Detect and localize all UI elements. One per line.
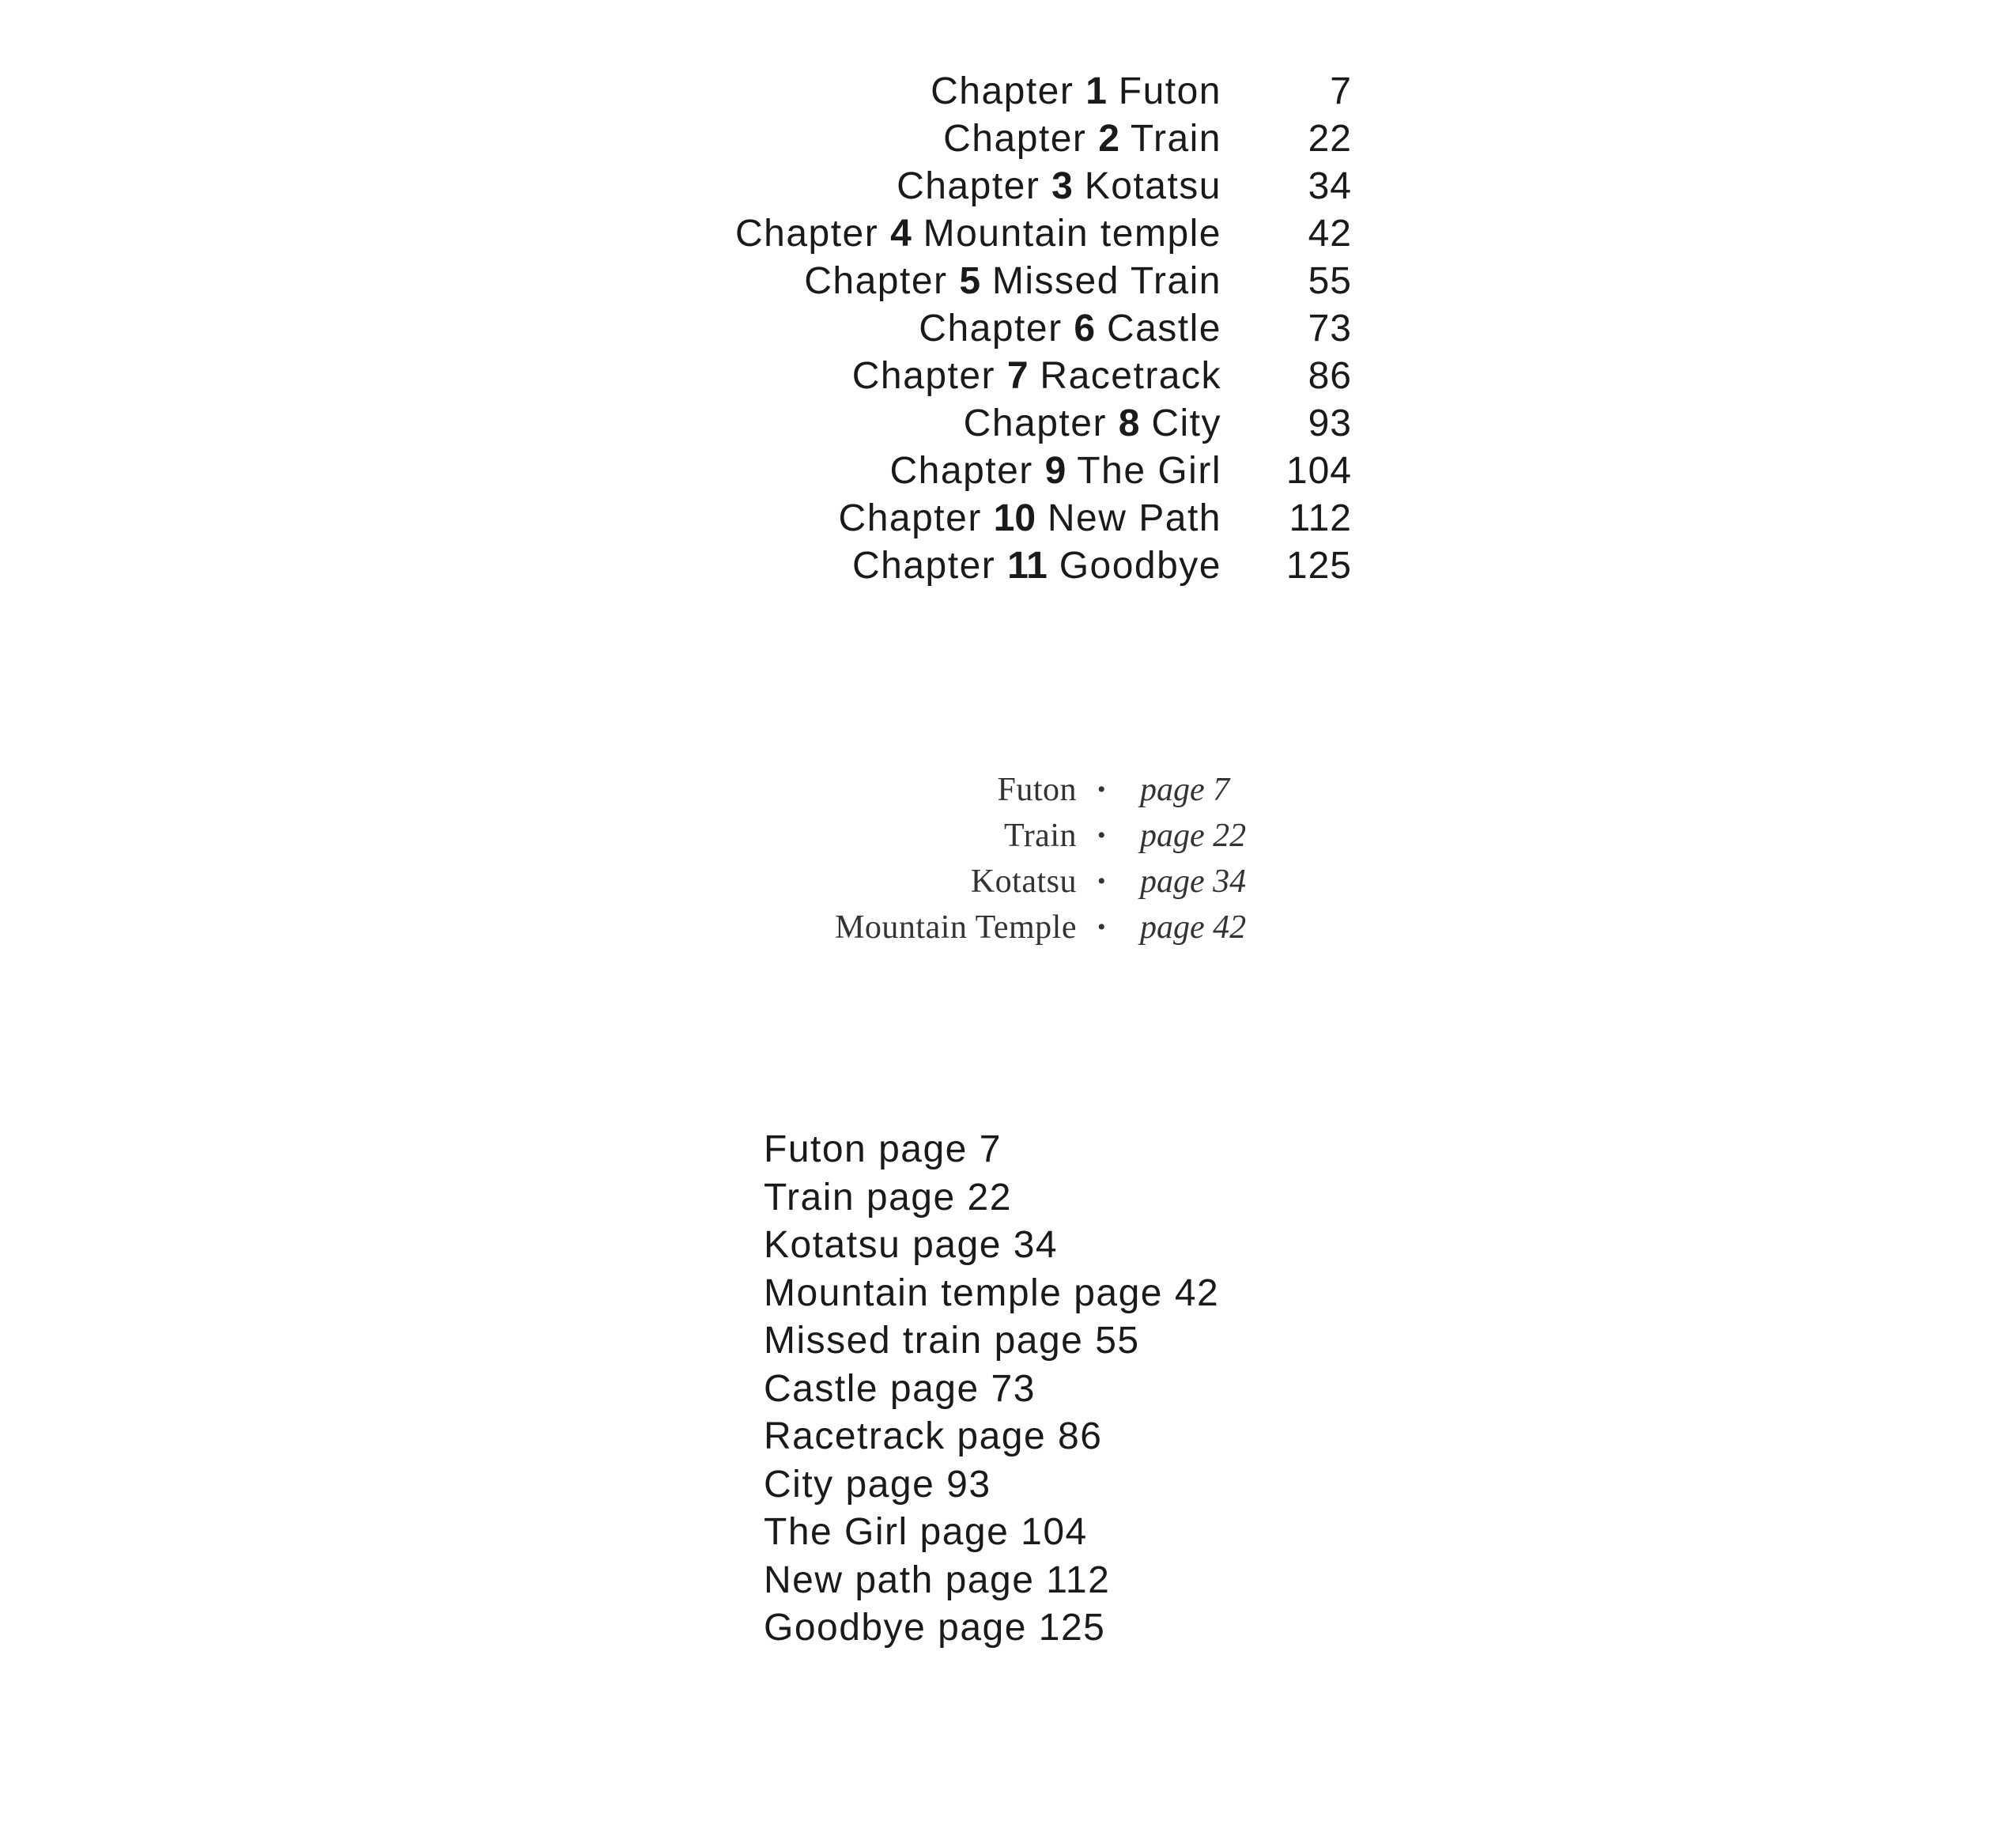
list-item: Train page 22 (764, 1176, 1012, 1218)
bullet-separator: • (1097, 776, 1106, 803)
page-number: 7 (1330, 70, 1352, 112)
chapter-prefix: Chapter (851, 545, 996, 587)
toc-entry (0, 859, 2016, 905)
chapter-title: Castle (1106, 308, 1221, 349)
chapter-prefix: Chapter (734, 213, 879, 255)
page-number: 125 (1285, 545, 1352, 587)
chapter-title: Train (1130, 118, 1221, 160)
page-number: 55 (1308, 260, 1352, 302)
toc-entry-title (931, 68, 1221, 115)
chapter-toc (0, 68, 2016, 590)
page-label: page 22 (1140, 818, 1247, 854)
entry-title: Mountain Temple (835, 909, 1077, 946)
simple-toc (764, 1126, 1219, 1653)
entry-title: Futon (997, 772, 1077, 808)
chapter-prefix: Chapter (943, 118, 1087, 160)
list-item: Kotatsu page 34 (764, 1224, 1059, 1266)
page-number: 22 (1308, 118, 1352, 160)
chapter-prefix: Chapter (963, 402, 1107, 444)
chapter-title: Racetrack (1040, 355, 1221, 397)
chapter-number: 8 (1118, 402, 1140, 444)
page-number: 42 (1308, 213, 1352, 255)
chapter-number: 10 (993, 497, 1036, 539)
list-item: Missed train page 55 (764, 1320, 1140, 1362)
toc-entry (0, 210, 2016, 258)
page-number: 86 (1308, 355, 1352, 397)
chapter-prefix: Chapter (897, 165, 1040, 207)
list-item: Castle page 73 (764, 1367, 1036, 1410)
entry-title: Kotatsu (970, 863, 1077, 900)
page-number: 34 (1308, 165, 1352, 207)
list-item: Goodbye page 125 (764, 1607, 1106, 1649)
chapter-title: Goodbye (1059, 545, 1221, 587)
page-number: 73 (1308, 308, 1352, 349)
chapter-title: Missed Train (991, 260, 1221, 302)
list-item: The Girl page 104 (764, 1511, 1088, 1553)
toc-entry (0, 495, 2016, 542)
page-number: 93 (1308, 402, 1352, 444)
toc-entry-title (897, 163, 1221, 210)
list-item: City page 93 (764, 1463, 991, 1506)
toc-entry (0, 305, 2016, 353)
chapter-number: 11 (1007, 545, 1048, 587)
bullet-separator: • (1097, 868, 1106, 894)
toc-entry (0, 163, 2016, 210)
chapter-number: 2 (1098, 118, 1119, 160)
chapter-title: Futon (1118, 70, 1221, 112)
toc-entry-title (890, 448, 1221, 495)
toc-entry (0, 767, 2016, 813)
toc-entry-title (964, 400, 1221, 448)
bullet-separator: • (1097, 822, 1106, 848)
chapter-prefix: Chapter (838, 497, 982, 539)
toc-entry-title (852, 353, 1221, 400)
page-number: 112 (1289, 497, 1352, 539)
toc-entry (0, 813, 2016, 859)
toc-entry (0, 353, 2016, 400)
serif-toc (0, 767, 2016, 950)
chapter-number: 9 (1044, 450, 1067, 492)
toc-entry (0, 68, 2016, 115)
chapter-number: 6 (1074, 308, 1096, 349)
chapter-title: Kotatsu (1084, 165, 1221, 207)
chapter-prefix: Chapter (851, 355, 996, 397)
toc-entry (0, 448, 2016, 495)
chapter-number: 5 (959, 260, 981, 302)
toc-entry (0, 542, 2016, 590)
chapter-number: 1 (1085, 70, 1107, 112)
bullet-separator: • (1097, 914, 1106, 940)
toc-entry-title (804, 258, 1221, 305)
toc-entry-title (839, 495, 1221, 542)
toc-entry-title (852, 542, 1221, 590)
chapter-number: 4 (890, 213, 912, 255)
chapter-prefix: Chapter (931, 70, 1074, 112)
chapter-title: New Path (1047, 497, 1221, 539)
toc-entry (0, 115, 2016, 163)
list-item: New path page 112 (764, 1559, 1111, 1601)
chapter-prefix: Chapter (919, 308, 1063, 349)
toc-entry-title (735, 210, 1221, 258)
list-item: Futon page 7 (764, 1128, 1002, 1170)
chapter-title: City (1151, 402, 1221, 444)
toc-entry-title (943, 115, 1221, 163)
chapter-number: 3 (1051, 165, 1073, 207)
page-label: page 7 (1140, 772, 1230, 808)
toc-entry (0, 258, 2016, 305)
page-label: page 34 (1140, 863, 1247, 900)
chapter-title: Mountain temple (923, 213, 1221, 255)
chapter-prefix: Chapter (804, 260, 948, 302)
toc-entry (0, 400, 2016, 448)
chapter-title: The Girl (1077, 450, 1221, 492)
chapter-prefix: Chapter (889, 450, 1033, 492)
list-item: Mountain temple page 42 (764, 1271, 1220, 1314)
page-number: 104 (1285, 450, 1352, 492)
entry-title: Train (1004, 818, 1077, 854)
list-item: Racetrack page 86 (764, 1415, 1103, 1457)
toc-entry (0, 905, 2016, 950)
page-label: page 42 (1140, 909, 1247, 946)
toc-entry-title (919, 305, 1221, 353)
chapter-number: 7 (1006, 355, 1029, 397)
